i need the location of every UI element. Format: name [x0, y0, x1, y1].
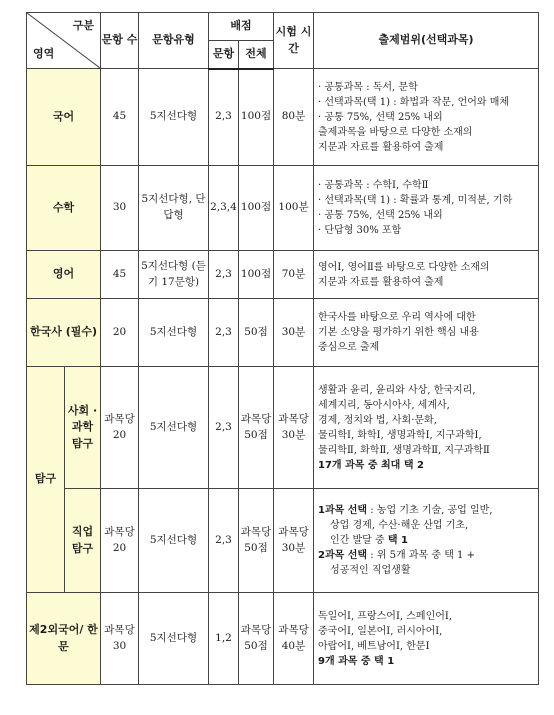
- area-english: 영어: [27, 251, 101, 299]
- exam-table: [26, 12, 539, 685]
- header-points-item: 문항: [209, 41, 239, 69]
- range-note: 17개 과목 중 최대 택 2: [318, 459, 424, 471]
- range-line: 경제, 정치와 법, 사회·문화,: [318, 414, 437, 426]
- range-cell: [314, 251, 539, 299]
- range-line: [318, 548, 534, 563]
- range-line: 생활과 윤리, 윤리와 사상, 한국지리,: [318, 384, 476, 396]
- total-points-cell: 과목당 50점: [239, 593, 274, 685]
- option-label: 2과목 선택: [318, 550, 368, 561]
- option-text: : 농업 기초 기술, 공업 일반,: [367, 505, 493, 516]
- header-points-total: 전체: [239, 41, 274, 69]
- range-line: 지문과 자료를 활용하여 출제: [318, 141, 444, 153]
- item-points-cell: 2,3: [209, 251, 239, 299]
- range-line: [318, 503, 534, 518]
- option-text: 인간 발달 중: [330, 535, 388, 546]
- total-points-cell: 100점: [239, 251, 274, 299]
- item-points-cell: 2,3: [209, 69, 239, 166]
- area-history: 한국사 (필수): [27, 299, 101, 367]
- header-split-cell: [27, 13, 101, 69]
- range-line: · 공통과목 : 독서, 문학: [318, 81, 418, 93]
- range-cell: [314, 593, 539, 685]
- range-line: 출제과목을 바탕으로 다양한 소재의: [318, 126, 473, 138]
- table-row-vocational: [27, 489, 539, 593]
- item-points-cell: 2,3: [209, 367, 239, 489]
- header-time: 시험 시간: [274, 13, 314, 69]
- range-line: 물리학Ⅰ, 화학Ⅰ, 생명과학Ⅰ, 지구과학Ⅰ,: [318, 429, 482, 441]
- count-cell: 과목당 30: [101, 593, 139, 685]
- range-line: · 공통 75%, 선택 25% 내외: [318, 111, 443, 123]
- time-cell: 70분: [274, 251, 314, 299]
- count-cell: 45: [101, 251, 139, 299]
- range-line: 영어Ⅰ, 영어Ⅱ를 바탕으로 다양한 소재의: [318, 261, 490, 273]
- type-cell: 5지선다형 (듣기 17문항): [139, 251, 209, 299]
- total-points-cell: 100점: [239, 69, 274, 166]
- count-cell: 30: [101, 166, 139, 251]
- range-cell: [314, 489, 539, 593]
- range-line: 기본 소양을 평가하기 위한 핵심 내용: [318, 327, 479, 338]
- option-text: : 위 5개 과목 중 택 1 +: [367, 550, 475, 561]
- option-emphasis: 택 1: [387, 535, 408, 546]
- time-cell: 100분: [274, 166, 314, 251]
- exam-table-wrapper: [26, 12, 538, 685]
- header-points: 배점: [209, 13, 274, 41]
- type-cell: 5지선다형: [139, 299, 209, 367]
- count-cell: 45: [101, 69, 139, 166]
- type-cell: 5지선다형: [139, 367, 209, 489]
- range-cell: [314, 166, 539, 251]
- header-count: 문항 수: [101, 13, 139, 69]
- range-line: 중국어Ⅰ, 일본어Ⅰ, 러시아어Ⅰ,: [318, 625, 443, 637]
- item-points-cell: 2,3: [209, 489, 239, 593]
- range-line: 성공적인 직업생활: [330, 565, 411, 576]
- range-cell: [314, 299, 539, 367]
- table-row-korean: [27, 69, 539, 166]
- type-cell: 5지선다형: [139, 489, 209, 593]
- item-points-cell: 1,2: [209, 593, 239, 685]
- range-line: · 선택과목(택 1) : 확률과 통계, 미적분, 기하: [318, 195, 513, 206]
- time-cell: 과목당 40분: [274, 593, 314, 685]
- range-line: 중심으로 출제: [318, 342, 380, 353]
- range-cell: [314, 367, 539, 489]
- count-cell: 과목당 20: [101, 367, 139, 489]
- type-cell: 5지선다형, 단답형: [139, 166, 209, 251]
- table-row-math: [27, 166, 539, 251]
- range-line: 상업 경제, 수산·해운 산업 기초,: [330, 520, 469, 531]
- area-foreign: 제2외국어/ 한문: [27, 593, 101, 685]
- time-cell: 80분: [274, 69, 314, 166]
- total-points-cell: 50점: [239, 299, 274, 367]
- table-row-history: [27, 299, 539, 367]
- range-note: 9개 과목 중 택 1: [318, 655, 395, 667]
- time-cell: 과목당 30분: [274, 367, 314, 489]
- range-line: 아랍어Ⅰ, 베트남어Ⅰ, 한문Ⅰ: [318, 640, 430, 652]
- range-line: 물리학Ⅱ, 화학Ⅱ, 생명과학Ⅱ, 지구과학Ⅱ: [318, 444, 490, 456]
- sub-area-vocational: 직업 탐구: [65, 489, 101, 593]
- header-range: 출제범위(선택과목): [314, 13, 539, 69]
- item-points-cell: 2,3: [209, 299, 239, 367]
- total-points-cell: 100점: [239, 166, 274, 251]
- type-cell: 5지선다형: [139, 593, 209, 685]
- table-row-social-science: [27, 367, 539, 489]
- range-line: [318, 533, 534, 548]
- range-cell: [314, 69, 539, 166]
- count-cell: 20: [101, 299, 139, 367]
- total-points-cell: 과목당 50점: [239, 367, 274, 489]
- range-line: 한국사를 바탕으로 우리 역사에 대한: [318, 312, 476, 323]
- area-math: 수학: [27, 166, 101, 251]
- range-line: · 선택과목(택 1) : 화법과 작문, 언어와 매체: [318, 96, 510, 108]
- time-cell: 30분: [274, 299, 314, 367]
- area-inquiry: 탐구: [27, 367, 65, 593]
- area-korean: 국어: [27, 69, 101, 166]
- option-label: 1과목 선택: [318, 505, 368, 516]
- count-cell: 과목당 20: [101, 489, 139, 593]
- table-row-foreign: [27, 593, 539, 685]
- type-cell: 5지선다형: [139, 69, 209, 166]
- header-area-label: 영역: [33, 46, 55, 60]
- range-line: 독일어Ⅰ, 프랑스어Ⅰ, 스페인어Ⅰ,: [318, 610, 453, 622]
- time-cell: 과목당 30분: [274, 489, 314, 593]
- range-line: · 공통과목 : 수학Ⅰ, 수학Ⅱ: [318, 180, 429, 191]
- item-points-cell: 2,3,4: [209, 166, 239, 251]
- range-line: 지문과 자료를 활용하여 출제: [318, 276, 444, 288]
- range-line: · 공통 75%, 선택 25% 내외: [318, 210, 443, 221]
- range-line: 세계지리, 동아시아사, 세계사,: [318, 399, 450, 411]
- table-row-english: [27, 251, 539, 299]
- header-type: 문항유형: [139, 13, 209, 69]
- total-points-cell: 과목당 50점: [239, 489, 274, 593]
- header-category-label: 구분: [72, 19, 94, 32]
- sub-area-social-science: 사회 · 과학 탐구: [65, 367, 101, 489]
- range-line: · 단답형 30% 포함: [318, 225, 402, 236]
